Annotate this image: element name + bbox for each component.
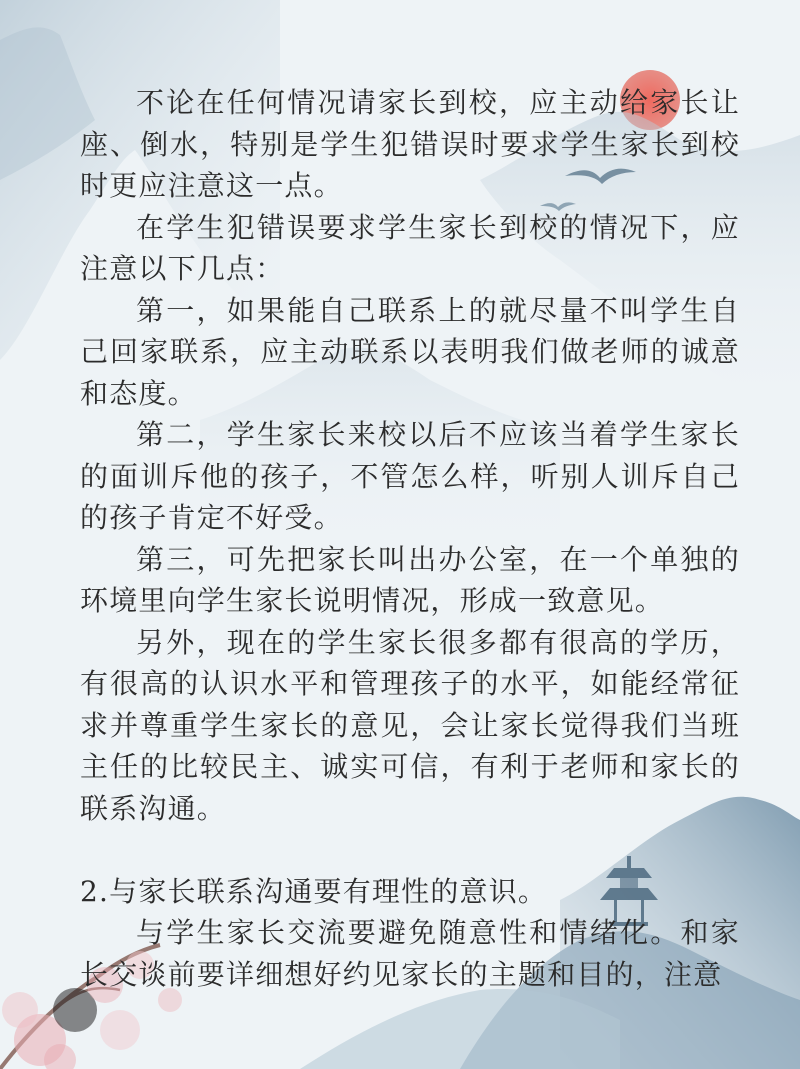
section-heading: 2.与家长联系沟通要有理性的意识。 xyxy=(80,874,548,908)
paragraph: 第三，可先把家长叫出办公室，在一个单独的环境里向学生家长说明情况，形成一致意见。 xyxy=(80,542,740,617)
paragraph: 不论在任何情况请家长到校，应主动给家长让座、倒水，特别是学生犯错误时要求学生家长到校时更应注意这一点。 xyxy=(80,86,740,202)
paragraph: 第二，学生家长来校以后不应该当着学生家长的面训斥他的孩子，不管怎么样，听别人训斥自己的孩子肯定不好受。 xyxy=(80,418,740,534)
article-body xyxy=(80,82,740,995)
paragraph: 另外，现在的学生家长很多都有很高的学历，有很高的认识水平和管理孩子的水平，如能经常征求并尊重学生家长的意见，会让家长觉得我们当班主任的比较民主、诚实可信，有利于老师和家长的联系沟通。 xyxy=(80,625,740,825)
paragraph: 在学生犯错误要求学生家长到校的情况下，应注意以下几点： xyxy=(80,210,740,285)
paragraph: 与学生家长交流要避免随意性和情绪化。和家长交谈前要详细想好约见家长的主题和目的，注意 xyxy=(80,916,740,991)
paragraph: 第一，如果能自己联系上的就尽量不叫学生自己回家联系，应主动联系以表明我们做老师的诚意和态度。 xyxy=(80,293,740,410)
